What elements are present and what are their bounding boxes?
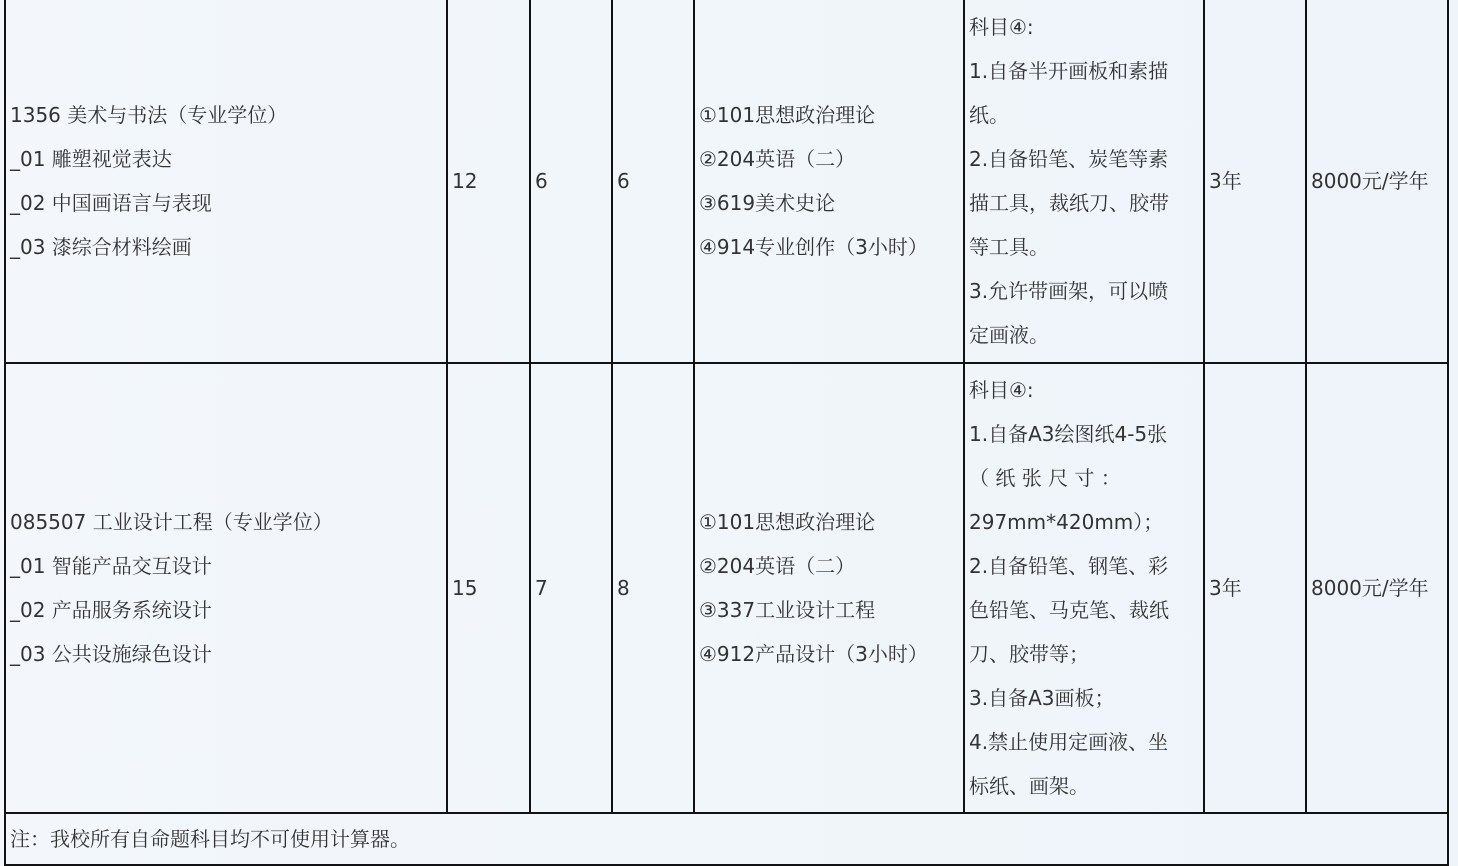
remark-line: 科目④:	[969, 15, 1034, 39]
tuition-cell: 8000元/学年	[1306, 363, 1448, 813]
tuition-cell: 8000元/学年	[1306, 0, 1448, 363]
direction-item: _02 产品服务系统设计	[10, 598, 212, 622]
remark-line: 297mm*420mm）；	[969, 510, 1164, 534]
direction-item: _03 公共设施绿色设计	[10, 642, 212, 666]
exam-subject: ③619美术史论	[699, 191, 836, 215]
total-quota-cell: 15	[447, 363, 530, 813]
duration-cell: 3年	[1204, 363, 1306, 813]
remark-line: 刀、胶带等；	[969, 642, 1089, 666]
exam-subject: ②204英语（二）	[699, 554, 856, 578]
remark-line: 科目④:	[969, 378, 1034, 402]
total-quota-cell: 12	[447, 0, 530, 363]
exam-subject: ④914专业创作（3小时）	[699, 235, 928, 259]
exam-subject: ③337工业设计工程	[699, 598, 876, 622]
direction-item: _01 智能产品交互设计	[10, 554, 212, 578]
direction-item: _01 雕塑视觉表达	[10, 147, 172, 171]
recommended-quota-cell: 7	[530, 363, 612, 813]
duration-cell: 3年	[1204, 0, 1306, 363]
remarks-cell	[964, 363, 1204, 813]
major-title: 085507 工业设计工程（专业学位）	[10, 510, 333, 534]
table-row	[5, 363, 1448, 813]
remark-line: 3.允许带画架，可以喷	[969, 279, 1169, 303]
exam-subject: ①101思想政治理论	[699, 103, 876, 127]
footer-row	[5, 813, 1448, 865]
admissions-table	[4, 0, 1449, 866]
major-cell	[5, 363, 447, 813]
exam-subjects-cell	[694, 363, 964, 813]
remark-line: 等工具。	[969, 235, 1049, 259]
remark-line: 1.自备半开画板和素描	[969, 59, 1169, 83]
remark-line: 3.自备A3画板；	[969, 686, 1115, 710]
direction-item: _03 漆综合材料绘画	[10, 235, 192, 259]
exam-subject: ②204英语（二）	[699, 147, 856, 171]
direction-item: _02 中国画语言与表现	[10, 191, 212, 215]
unified-quota-cell: 6	[612, 0, 694, 363]
remark-line: 描工具，裁纸刀、胶带	[969, 191, 1169, 215]
remark-line: 色铅笔、马克笔、裁纸	[969, 598, 1169, 622]
recommended-quota-cell: 6	[530, 0, 612, 363]
exam-subject: ①101思想政治理论	[699, 510, 876, 534]
unified-quota-cell: 8	[612, 363, 694, 813]
remark-line: 2.自备铅笔、钢笔、彩	[969, 554, 1169, 578]
footer-note: 注：我校所有自命题科目均不可使用计算器。	[5, 813, 1448, 865]
remark-line: 纸。	[969, 103, 1009, 127]
remark-line: 标纸、画架。	[969, 774, 1089, 798]
major-cell	[5, 0, 447, 363]
remark-line: （ 纸 张 尺 寸 ：	[969, 466, 1121, 490]
exam-subjects-cell	[694, 0, 964, 363]
table-row	[5, 0, 1448, 363]
remarks-cell	[964, 0, 1204, 363]
remark-line: 4.禁止使用定画液、坐	[969, 730, 1169, 754]
major-title: 1356 美术与书法（专业学位）	[10, 103, 288, 127]
exam-subject: ④912产品设计（3小时）	[699, 642, 928, 666]
remark-line: 定画液。	[969, 323, 1049, 347]
remark-line: 2.自备铅笔、炭笔等素	[969, 147, 1169, 171]
remark-line: 1.自备A3绘图纸4-5张	[969, 422, 1168, 446]
